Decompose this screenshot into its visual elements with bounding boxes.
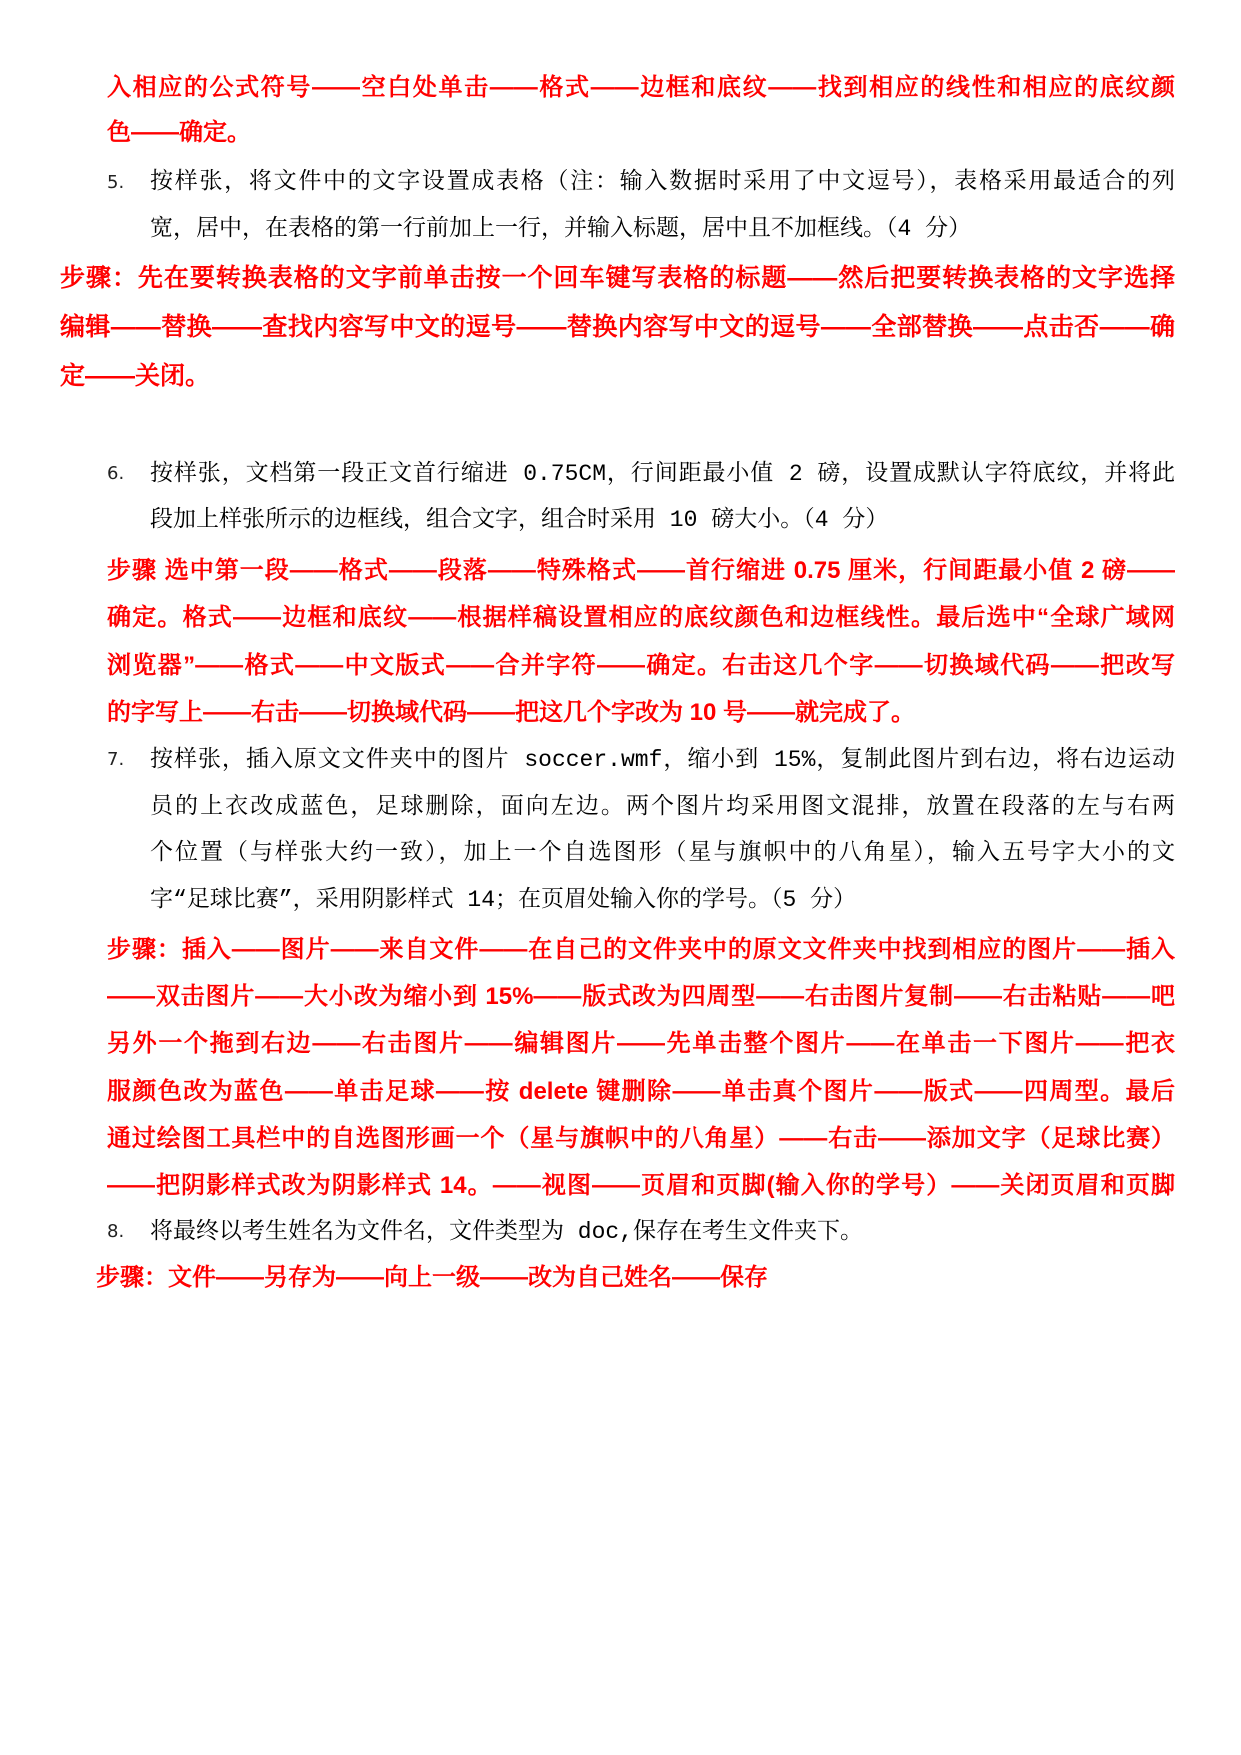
- question-item-6: [107, 451, 1175, 543]
- step7-line: ——把阴影样式改为阴影样式 14。——视图——页眉和页脚(输入你的学号）——关闭页眉和页脚: [107, 1171, 1175, 1199]
- step7-line: 通过绘图工具栏中的自选图形画一个（星与旗帜中的八角星）——右击——添加文字（足球比赛）: [107, 1124, 1175, 1152]
- item-5-line: 按样张，将文件中的文字设置成表格（注：输入数据时采用了中文逗号），表格采用最适合的列: [150, 169, 1175, 195]
- step6-paragraph: [107, 547, 1175, 736]
- item-6-line: 段加上样张所示的边框线，组合文字，组合时采用 10 磅大小。（4 分）: [150, 507, 889, 533]
- question-item-7: [107, 737, 1175, 924]
- item-7-line: 字“足球比赛”，采用阴影样式 14；在页眉处输入你的学号。（5 分）: [150, 887, 857, 914]
- step6-line: 步骤 选中第一段——格式——段落——特殊格式——首行缩进 0.75 厘米，行间距最小值 2 磅——: [107, 557, 1175, 584]
- step7-line: ——双击图片——大小改为缩小到 15%——版式改为四周型——右击图片复制——右击粘贴——吧: [107, 983, 1175, 1011]
- step7-paragraph: [107, 926, 1175, 1209]
- step8-line: 步骤：文件——另存为——向上一级——改为自己姓名——保存: [96, 1264, 768, 1291]
- step7-line: 步骤：插入——图片——来自文件——在自己的文件夹中的原文文件夹中找到相应的图片——插入: [107, 936, 1175, 963]
- step5-line: 定——关闭。: [60, 362, 211, 390]
- step7-line: 另外一个拖到右边——右击图片——编辑图片——先单击整个图片——在单击一下图片——把衣: [107, 1030, 1175, 1058]
- item-8-line: 将最终以考生姓名为文件名，文件类型为 doc,保存在考生文件夹下。: [150, 1219, 864, 1245]
- item-7-line: 个位置（与样张大约一致），加上一个自选图形（星与旗帜中的八角星），输入五号字大小的文: [150, 840, 1175, 867]
- question-item-8: [107, 1209, 1175, 1255]
- step4-tail-line: 入相应的公式符号——空白处单击——格式——边框和底纹——找到相应的线性和相应的底纹颜: [107, 74, 1175, 101]
- item-number: 6.: [107, 463, 125, 484]
- item-5-line: 宽，居中，在表格的第一行前加上一行，并输入标题，居中且不加框线。（4 分）: [150, 216, 972, 242]
- step6-line: 浏览器”——格式——中文版式——合并字符——确定。右击这几个字——切换域代码——把改写: [107, 651, 1175, 679]
- item-6-line: 按样张，文档第一段正文首行缩进 0.75CM，行间距最小值 2 磅，设置成默认字符底纹，并将此: [150, 461, 1175, 487]
- step6-line: 的字写上——右击——切换域代码——把这几个字改为 10 号——就完成了。: [107, 698, 916, 726]
- step8-paragraph: [96, 1255, 1096, 1301]
- item-8-text: [150, 1209, 1175, 1255]
- step4-tail-line: 色——确定。: [107, 119, 251, 146]
- item-7-line: 按样张，插入原文文件夹中的图片 soccer.wmf，缩小到 15%，复制此图片到右边，将右边运动: [150, 747, 1175, 773]
- step5-paragraph: [60, 254, 1175, 401]
- item-6-text: [150, 451, 1175, 543]
- step4-tail-paragraph: [107, 65, 1175, 155]
- item-7-text: [150, 737, 1175, 924]
- step7-line: 服颜色改为蓝色——单击足球——按 delete 键删除——单击真个图片——版式——四周型。最后: [107, 1077, 1175, 1105]
- question-item-5: [107, 159, 1175, 253]
- step6-line: 确定。格式——边框和底纹——根据样稿设置相应的底纹颜色和边框线性。最后选中“全球广域网: [107, 604, 1175, 632]
- item-number: 5.: [107, 172, 125, 193]
- item-number: 8.: [107, 1221, 125, 1242]
- step5-line: 步骤：先在要转换表格的文字前单击按一个回车键写表格的标题——然后把要转换表格的文字选择: [60, 264, 1175, 292]
- step5-line: 编辑——替换——查找内容写中文的逗号——替换内容写中文的逗号——全部替换——点击否——确: [60, 313, 1175, 341]
- item-number: 7.: [107, 749, 125, 770]
- item-5-text: [150, 159, 1175, 253]
- item-7-line: 员的上衣改成蓝色，足球删除，面向左边。两个图片均采用图文混排，放置在段落的左与右两: [150, 793, 1175, 820]
